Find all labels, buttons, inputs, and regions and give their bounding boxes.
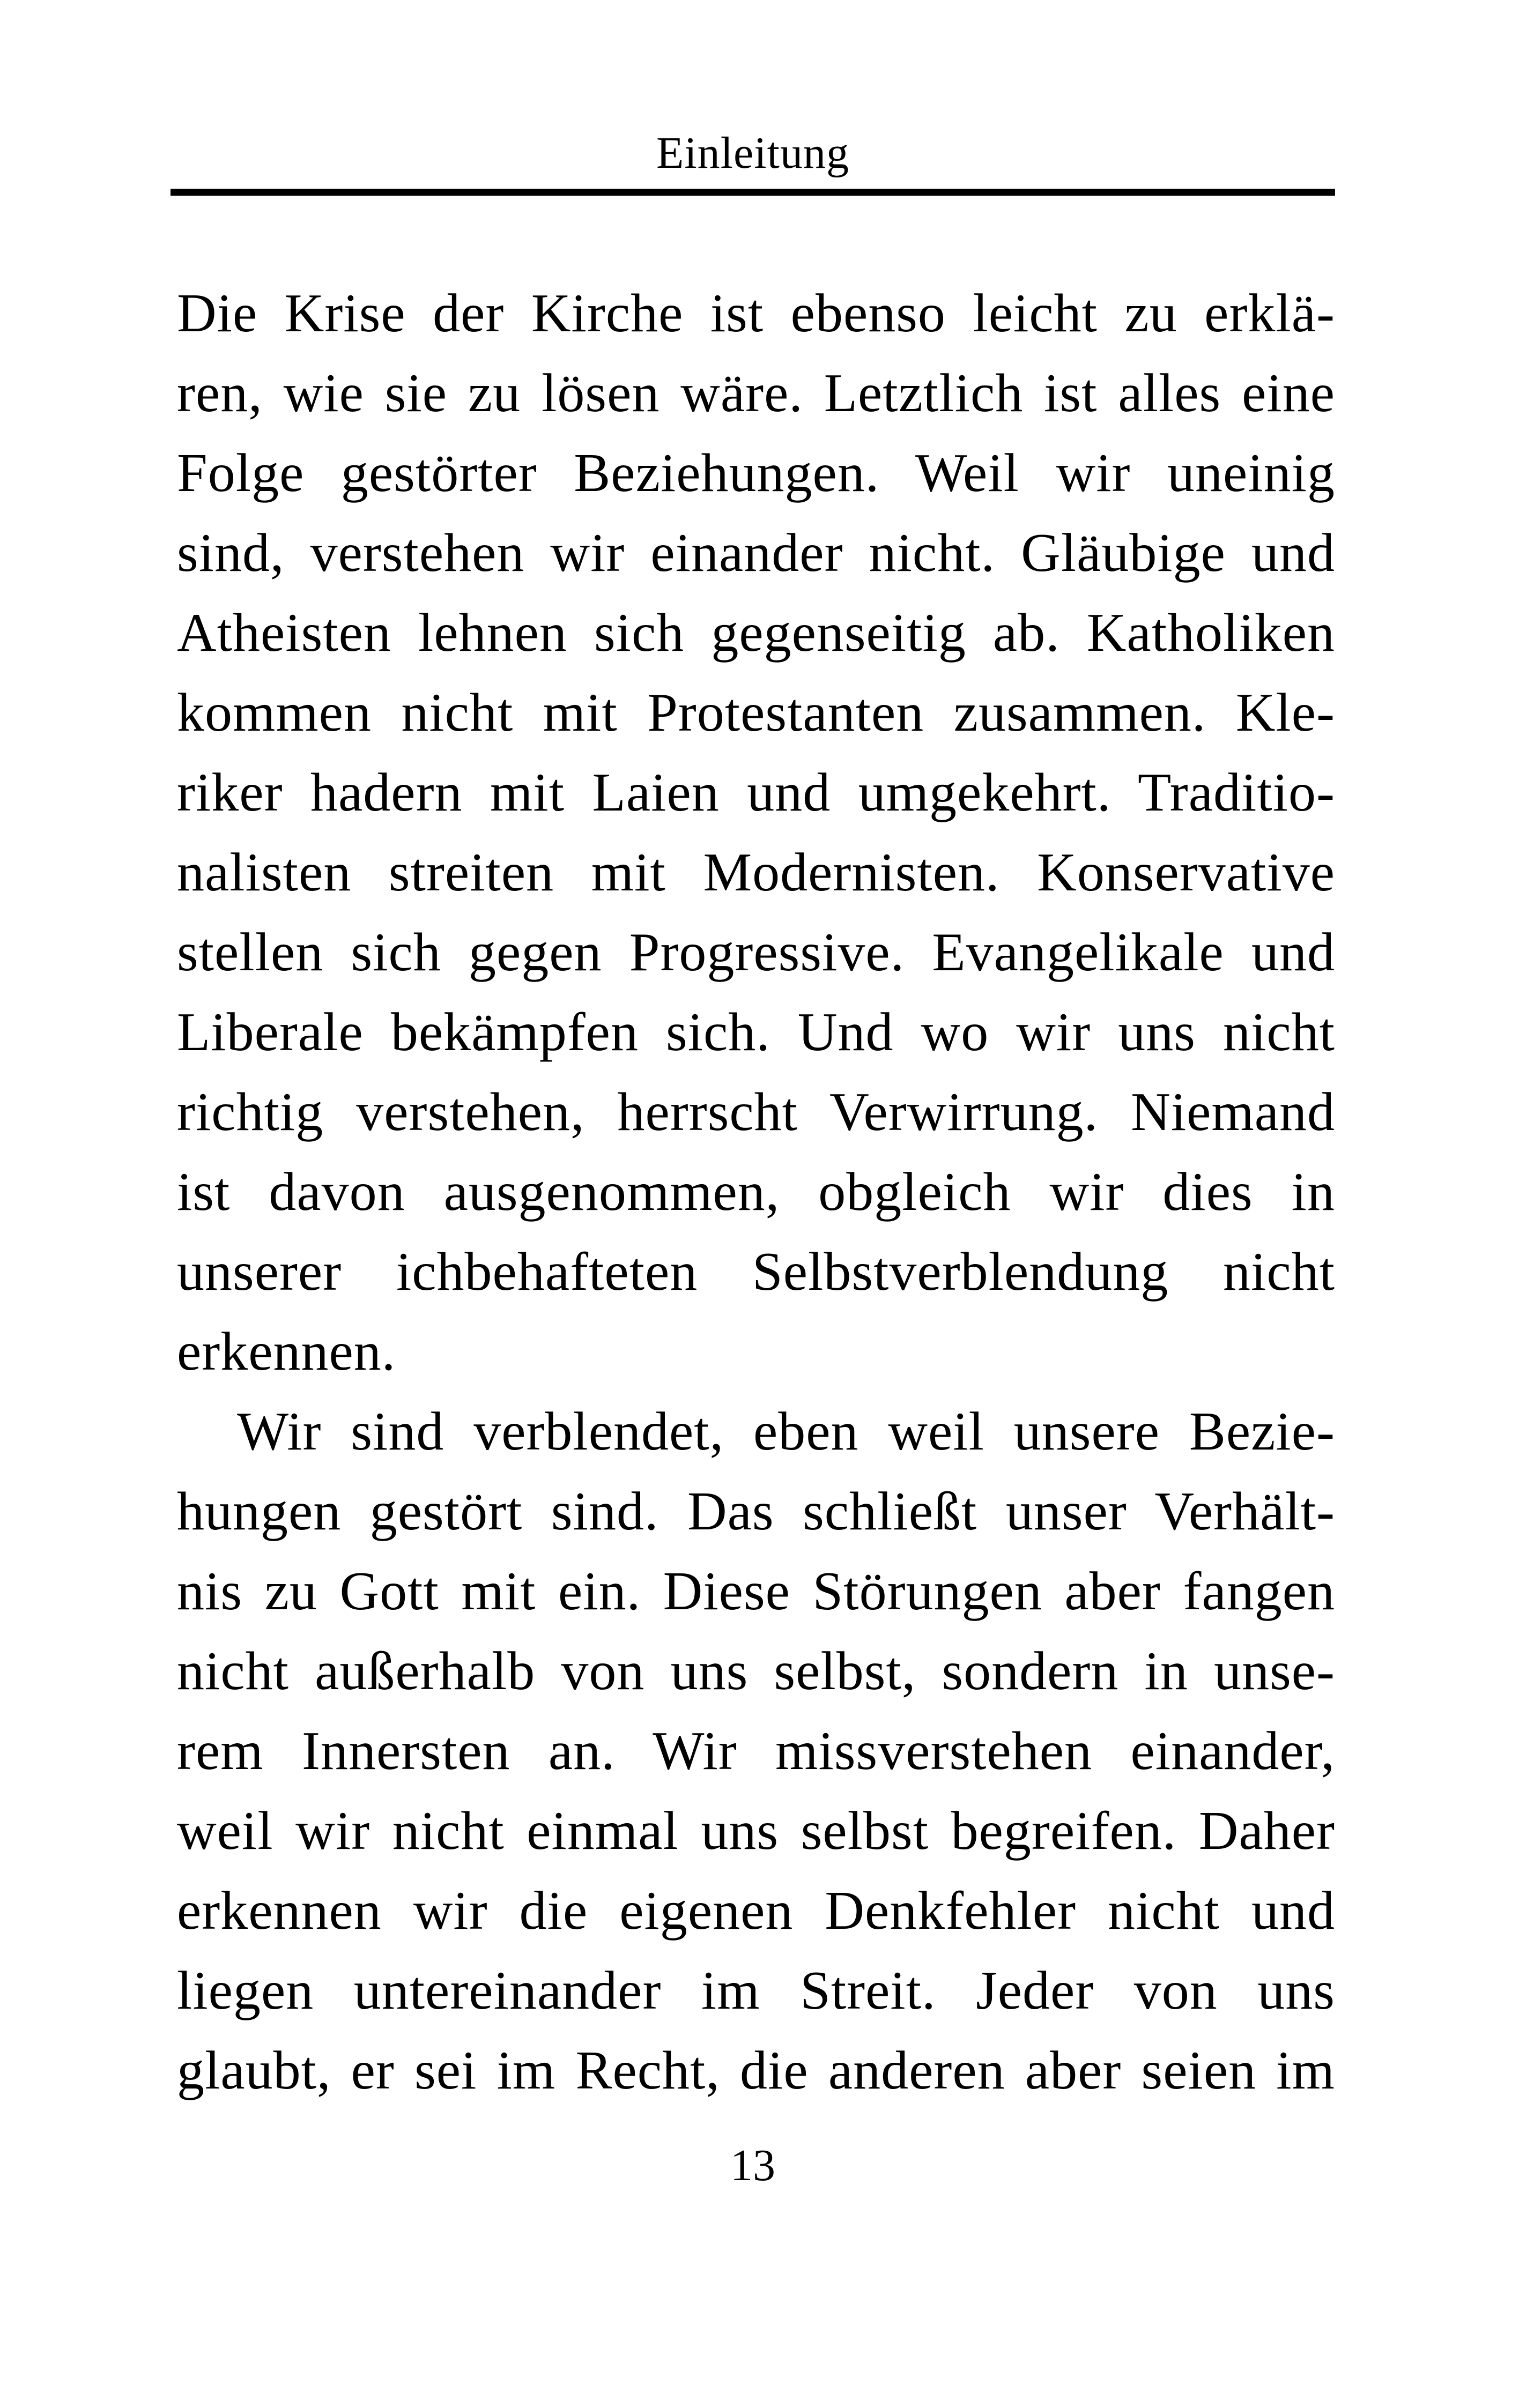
text-line: rem Innersten an. Wir missverstehen einander, (177, 1721, 1335, 1781)
running-head: Einleitung (656, 128, 849, 178)
text-line: Wir sind verblendet, eben weil unsere Bezie- (237, 1401, 1335, 1462)
text-line: Die Krise der Kirche ist ebenso leicht zu erklä- (177, 283, 1335, 344)
text-line: Folge gestörter Beziehungen. Weil wir uneinig (177, 443, 1335, 503)
text-line: sind, verstehen wir einander nicht. Gläubige und (177, 523, 1335, 583)
body-text (177, 273, 1335, 2110)
text-line: nicht außerhalb von uns selbst, sondern in unse- (177, 1641, 1335, 1701)
text-line: Atheisten lehnen sich gegenseitig ab. Katholiken (177, 603, 1335, 663)
text-line: stellen sich gegen Progressive. Evangelikale und (177, 922, 1335, 983)
text-line: kommen nicht mit Protestanten zusammen. Kle- (177, 682, 1335, 743)
text-line: erkennen. (177, 1321, 396, 1382)
paragraph (177, 1392, 1335, 2110)
text-line: Liberale bekämpfen sich. Und wo wir uns nicht (177, 1002, 1335, 1062)
paragraph (177, 273, 1335, 1392)
text-line: weil wir nicht einmal uns selbst begreifen. Daher (177, 1801, 1335, 1861)
page-number: 13 (730, 2141, 775, 2190)
text-line: liegen untereinander im Streit. Jeder von uns (177, 1960, 1335, 2021)
text-line: hungen gestört sind. Das schließt unser Verhält- (177, 1481, 1335, 1542)
text-line: ist davon ausgenommen, obgleich wir dies in (177, 1162, 1335, 1222)
text-line: unserer ichbehafteten Selbstverblendung nicht (177, 1242, 1335, 1302)
text-line: ren, wie sie zu lösen wäre. Letztlich ist alles eine (177, 363, 1335, 423)
header-rule (171, 189, 1335, 196)
text-line: riker hadern mit Laien und umgekehrt. Traditio- (177, 762, 1335, 823)
text-line: nis zu Gott mit ein. Diese Störungen aber fangen (177, 1561, 1335, 1622)
text-line: glaubt, er sei im Recht, die anderen aber seien im (177, 2040, 1335, 2101)
text-line: richtig verstehen, herrscht Verwirrung. Niemand (177, 1082, 1335, 1142)
text-line: nalisten streiten mit Modernisten. Konservative (177, 842, 1335, 903)
text-line: erkennen wir die eigenen Denkfehler nicht und (177, 1881, 1335, 1941)
